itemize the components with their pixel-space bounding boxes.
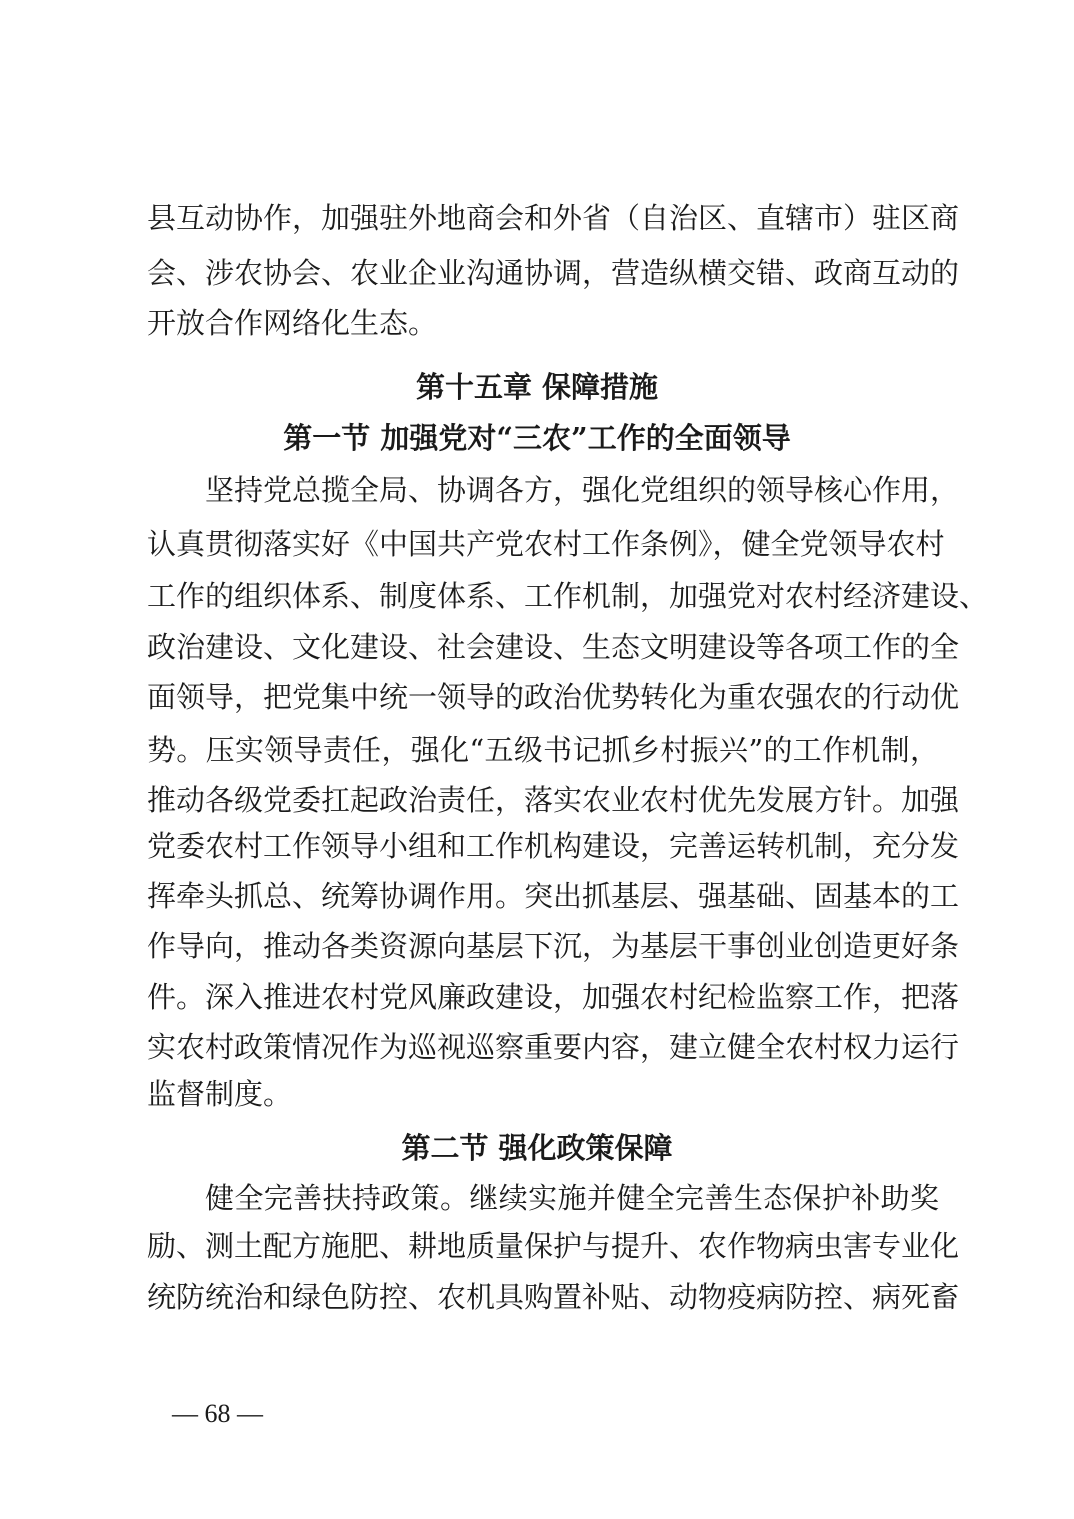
paragraph-line: 认真贯彻落实好《中国共产党农村工作条例》，健全党领导农村 [147, 527, 945, 561]
paragraph-line: 开放合作网络化生态。 [147, 306, 438, 340]
paragraph-line: 面领导，把党集中统一领导的政治优势转化为重农强农的行动优 [147, 680, 960, 714]
paragraph-line: 件。深入推进农村党风廉政建设，加强农村纪检监察工作，把落 [147, 980, 960, 1014]
paragraph-line: 健全完善扶持政策。继续实施并健全完善生态保护补助奖 [205, 1181, 939, 1215]
paragraph-line: 统防统治和绿色防控、农机具购置补贴、动物疫病防控、病死畜 [147, 1280, 960, 1314]
paragraph-line: 挥牵头抓总、统筹协调作用。突出抓基层、强基础、固基本的工 [147, 879, 960, 913]
paragraph-line: 县互动协作，加强驻外地商会和外省（自治区、直辖市）驻区商 [147, 201, 960, 235]
paragraph-line: 励、测土配方施肥、耕地质量保护与提升、农作物病虫害专业化 [147, 1229, 960, 1263]
paragraph-line: 工作的组织体系、制度体系、工作机制，加强党对农村经济建设、 [147, 579, 989, 613]
paragraph-line: 监督制度。 [147, 1077, 293, 1111]
paragraph-line: 会、涉农协会、农业企业沟通协调，营造纵横交错、政商互动的 [147, 256, 960, 290]
paragraph-line: 作导向，推动各类资源向基层下沉，为基层干事创业创造更好条 [147, 929, 960, 963]
paragraph-line: 实农村政策情况作为巡视巡察重要内容，建立健全农村权力运行 [147, 1030, 960, 1064]
paragraph-line: 推动各级党委扛起政治责任，落实农业农村优先发展方针。加强 [147, 783, 960, 817]
section-title: 第二节 强化政策保障 [401, 1131, 673, 1165]
paragraph-line: 坚持党总揽全局、协调各方，强化党组织的领导核心作用， [205, 473, 960, 507]
paragraph-line: 政治建设、文化建设、社会建设、生态文明建设等各项工作的全 [147, 630, 960, 664]
page-number: — 68 — [172, 1399, 263, 1428]
paragraph-line: 势。压实领导责任，强化“五级书记抓乡村振兴”的工作机制， [147, 733, 939, 767]
paragraph-line: 党委农村工作领导小组和工作机构建设，完善运转机制，充分发 [147, 829, 960, 863]
section-title: 第一节 加强党对“三农”工作的全面领导 [283, 421, 791, 455]
chapter-title: 第十五章 保障措施 [415, 370, 659, 404]
